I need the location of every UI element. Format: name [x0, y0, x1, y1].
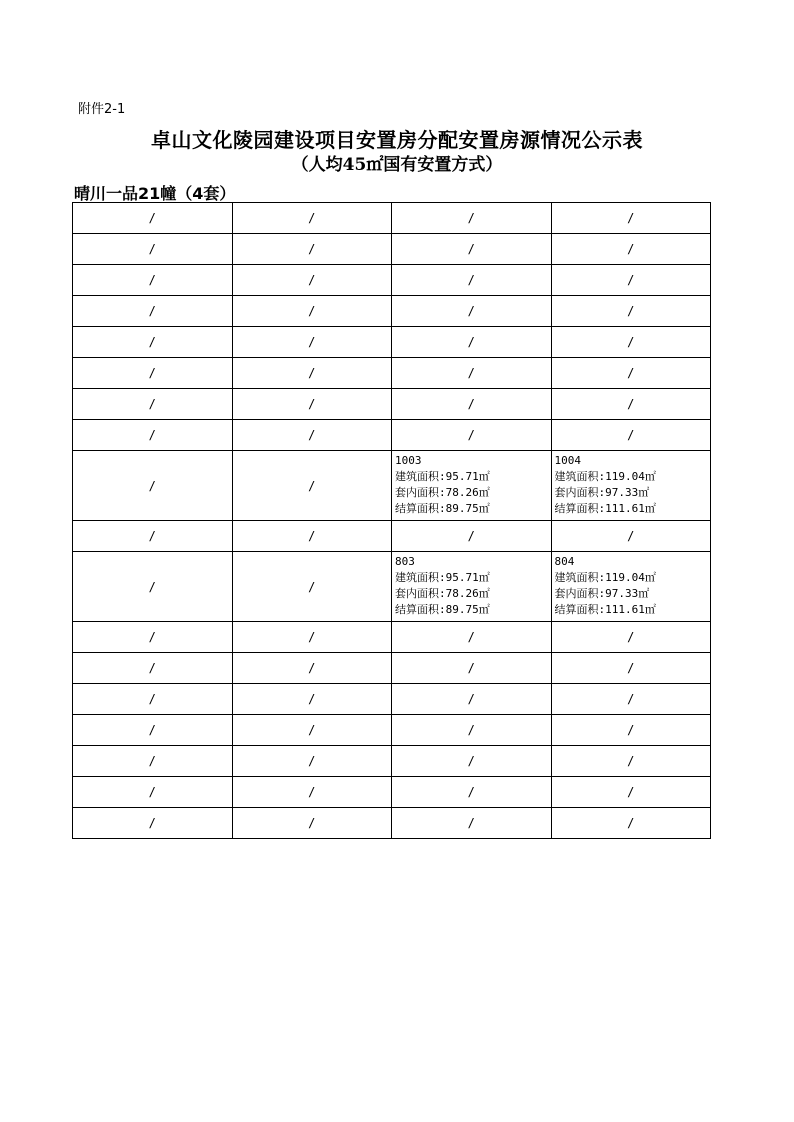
empty-cell: / [73, 746, 233, 777]
empty-cell: / [232, 420, 392, 451]
empty-cell: / [551, 746, 711, 777]
empty-cell: / [551, 265, 711, 296]
empty-cell: / [73, 552, 233, 622]
empty-cell: / [73, 808, 233, 839]
building-label: 晴川一品21幢（4套） [74, 184, 236, 203]
table-row [73, 715, 711, 746]
table-row [73, 265, 711, 296]
empty-cell: / [551, 653, 711, 684]
empty-cell: / [232, 684, 392, 715]
empty-cell: / [392, 296, 552, 327]
empty-cell: / [232, 203, 392, 234]
empty-cell: / [392, 715, 552, 746]
empty-cell: / [73, 653, 233, 684]
table-row [73, 420, 711, 451]
building-area: 建筑面积:95.71㎡ [395, 470, 490, 483]
empty-cell: / [551, 521, 711, 552]
settlement-area: 结算面积:89.75㎡ [395, 603, 490, 616]
empty-cell: / [232, 451, 392, 521]
unit-number: 1004 [554, 454, 581, 467]
table-row [73, 622, 711, 653]
empty-cell: / [551, 203, 711, 234]
table-row [73, 777, 711, 808]
empty-cell: / [551, 358, 711, 389]
empty-cell: / [392, 684, 552, 715]
empty-cell: / [232, 653, 392, 684]
unit-number: 804 [554, 555, 575, 568]
housing-table [72, 202, 711, 839]
settlement-area: 结算面积:111.61㎡ [554, 502, 656, 515]
empty-cell: / [392, 653, 552, 684]
empty-cell: / [392, 521, 552, 552]
empty-cell: / [232, 715, 392, 746]
unit-number: 803 [395, 555, 415, 568]
table-row [73, 234, 711, 265]
table-row [73, 521, 711, 552]
empty-cell: / [551, 296, 711, 327]
empty-cell: / [232, 327, 392, 358]
table-row [73, 358, 711, 389]
empty-cell: / [392, 265, 552, 296]
inner-area: 套内面积:78.26㎡ [395, 486, 490, 499]
empty-cell: / [232, 746, 392, 777]
empty-cell: / [232, 389, 392, 420]
empty-cell: / [232, 777, 392, 808]
empty-cell: / [232, 234, 392, 265]
inner-area: 套内面积:97.33㎡ [554, 486, 650, 499]
table-row [73, 552, 711, 622]
empty-cell: / [73, 296, 233, 327]
table-row [73, 808, 711, 839]
table-row [73, 389, 711, 420]
empty-cell: / [232, 552, 392, 622]
inner-area: 套内面积:78.26㎡ [395, 587, 490, 600]
empty-cell: / [73, 389, 233, 420]
unit-info-cell [392, 552, 552, 622]
annex-label: 附件2-1 [78, 102, 126, 117]
settlement-area: 结算面积:111.61㎡ [554, 603, 656, 616]
empty-cell: / [392, 746, 552, 777]
empty-cell: / [551, 389, 711, 420]
empty-cell: / [392, 389, 552, 420]
inner-area: 套内面积:97.33㎡ [554, 587, 650, 600]
unit-number: 1003 [395, 454, 422, 467]
page-title: 卓山文化陵园建设项目安置房分配安置房源情况公示表 [151, 128, 643, 152]
empty-cell: / [392, 327, 552, 358]
empty-cell: / [73, 521, 233, 552]
settlement-area: 结算面积:89.75㎡ [395, 502, 490, 515]
table-row [73, 746, 711, 777]
empty-cell: / [73, 715, 233, 746]
empty-cell: / [73, 420, 233, 451]
table-row [73, 296, 711, 327]
housing-table-body [73, 203, 711, 839]
empty-cell: / [551, 684, 711, 715]
empty-cell: / [73, 327, 233, 358]
unit-info-cell [551, 552, 711, 622]
empty-cell: / [551, 234, 711, 265]
unit-info-cell [392, 451, 552, 521]
empty-cell: / [73, 622, 233, 653]
empty-cell: / [551, 327, 711, 358]
empty-cell: / [73, 203, 233, 234]
empty-cell: / [232, 265, 392, 296]
empty-cell: / [73, 451, 233, 521]
empty-cell: / [392, 777, 552, 808]
empty-cell: / [392, 234, 552, 265]
empty-cell: / [73, 234, 233, 265]
table-row [73, 653, 711, 684]
empty-cell: / [232, 808, 392, 839]
building-area: 建筑面积:95.71㎡ [395, 571, 490, 584]
unit-info-cell [551, 451, 711, 521]
empty-cell: / [392, 420, 552, 451]
table-row [73, 451, 711, 521]
empty-cell: / [232, 622, 392, 653]
empty-cell: / [73, 684, 233, 715]
empty-cell: / [392, 808, 552, 839]
table-row [73, 203, 711, 234]
empty-cell: / [232, 521, 392, 552]
table-row [73, 327, 711, 358]
empty-cell: / [551, 622, 711, 653]
empty-cell: / [73, 777, 233, 808]
table-row [73, 684, 711, 715]
empty-cell: / [551, 808, 711, 839]
empty-cell: / [392, 358, 552, 389]
empty-cell: / [392, 622, 552, 653]
empty-cell: / [551, 420, 711, 451]
empty-cell: / [73, 358, 233, 389]
empty-cell: / [551, 777, 711, 808]
page-subtitle: （人均45㎡国有安置方式） [291, 155, 503, 175]
empty-cell: / [73, 265, 233, 296]
building-area: 建筑面积:119.04㎡ [554, 571, 656, 584]
empty-cell: / [232, 296, 392, 327]
empty-cell: / [232, 358, 392, 389]
building-area: 建筑面积:119.04㎡ [554, 470, 656, 483]
empty-cell: / [392, 203, 552, 234]
empty-cell: / [551, 715, 711, 746]
